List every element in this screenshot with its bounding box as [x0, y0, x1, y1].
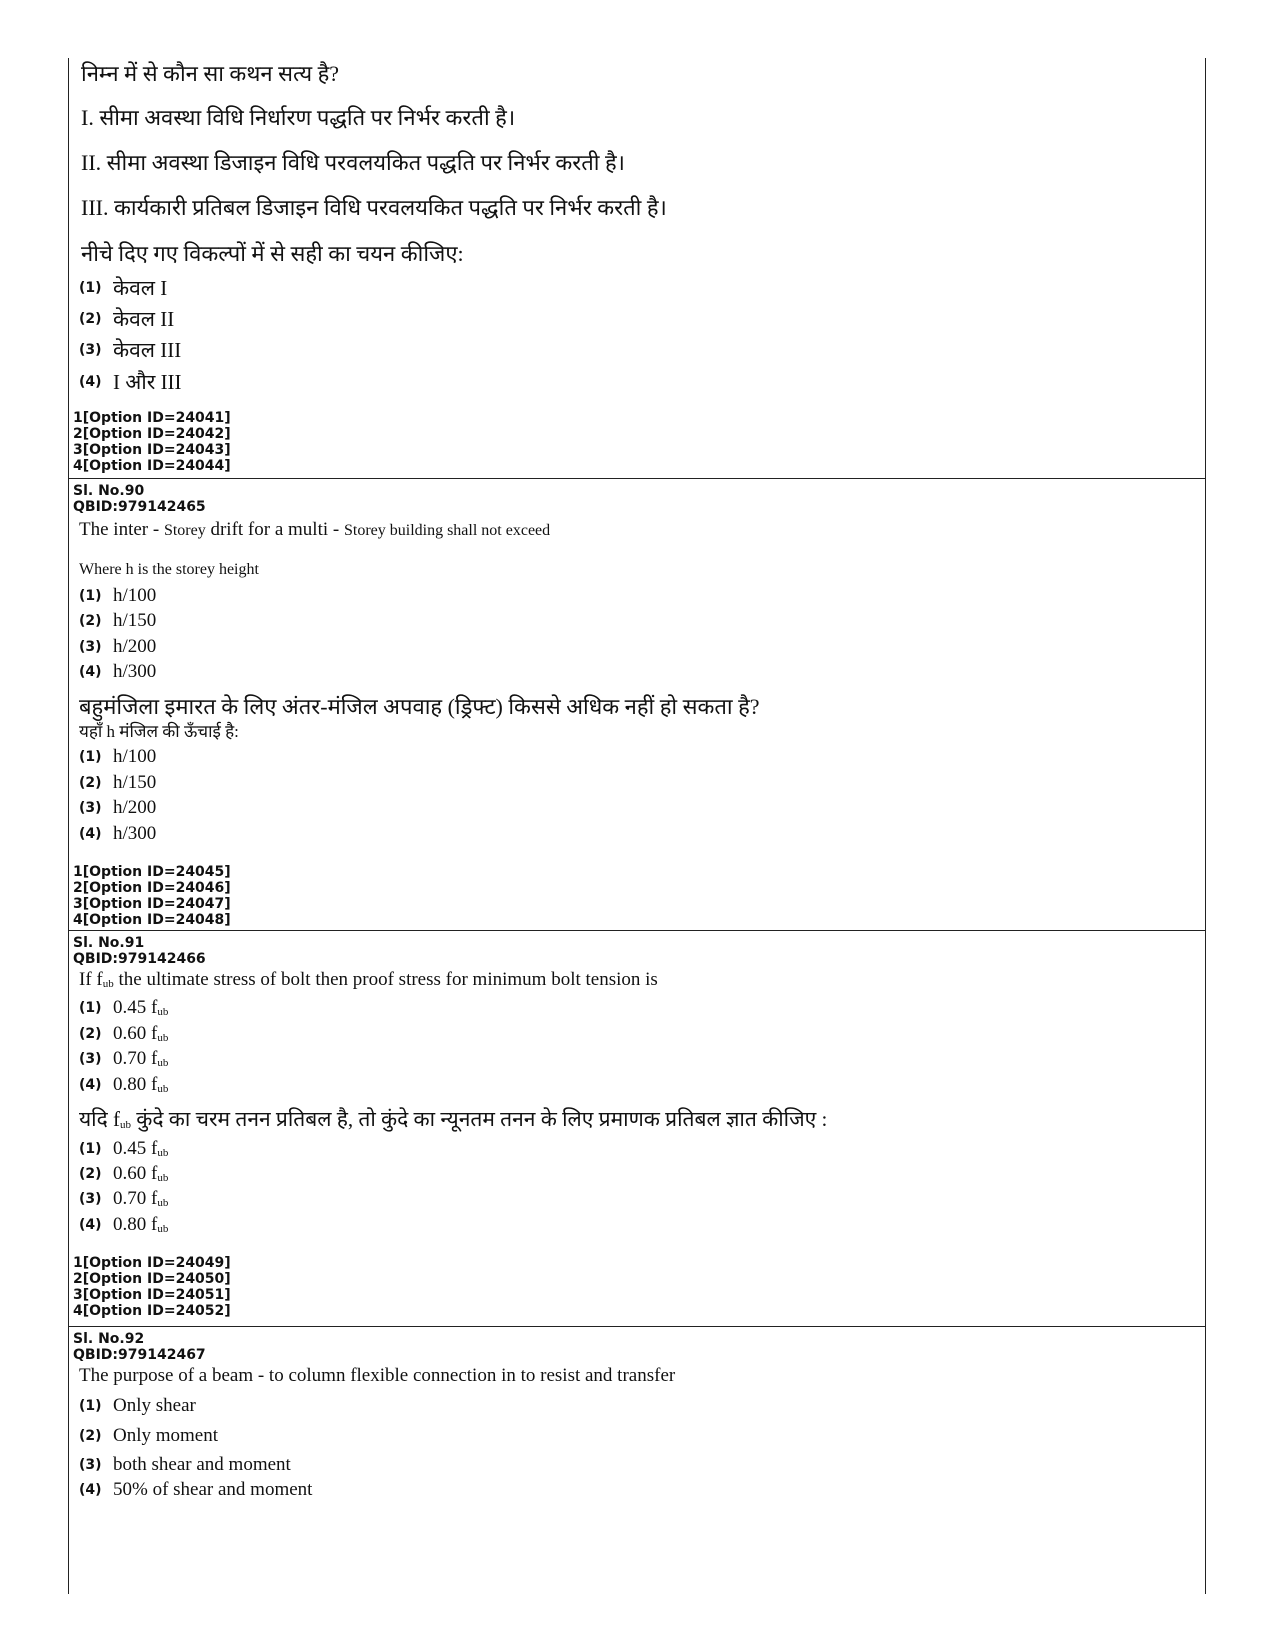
option-3: (3) h/200 [79, 636, 157, 657]
option-id: 3[Option ID=24051] [73, 1287, 231, 1303]
option-3: (3) केवल III [79, 338, 182, 362]
choose-instruction: नीचे दिए गए विकल्पों में से सही का चयन कीजिए: [81, 241, 464, 266]
question-header [73, 483, 206, 515]
question-header [73, 935, 206, 967]
option-id: 1[Option ID=24049] [73, 1255, 231, 1271]
option-2: (2) h/150 [79, 610, 157, 631]
hindi-question-text: बहुमंजिला इमारत के लिए अंतर-मंजिल अपवाह (ड्रिफ्ट) किससे अधिक नहीं हो सकता है? [79, 694, 760, 719]
option-2: (2) Only moment [79, 1425, 219, 1446]
option-1: (1) 0.45 $f_{ub}$ [79, 997, 169, 1018]
hindi-option-2: (2) h/150 [79, 772, 157, 793]
option-2: (2) 0.60 $f_{ub}$ [79, 1023, 169, 1044]
option-id: 2[Option ID=24042] [73, 426, 231, 442]
option-id: 3[Option ID=24043] [73, 442, 231, 458]
option-3: (3) both shear and moment [79, 1454, 291, 1475]
divider [69, 930, 1205, 931]
option-id: 2[Option ID=24046] [73, 880, 231, 896]
option-4: (4) I और III [79, 370, 182, 394]
hindi-option-3: (3) 0.70 $f_{ub}$ [79, 1188, 169, 1209]
hindi-option-3: (3) h/200 [79, 797, 157, 818]
question-header [73, 1331, 206, 1363]
qbid: QBID:979142465 [73, 499, 206, 515]
qbid: QBID:979142466 [73, 951, 206, 967]
option-4: (4) 0.80 $f_{ub}$ [79, 1074, 169, 1095]
statement-1: I. सीमा अवस्था विधि निर्धारण पद्धति पर निर्भर करती है। [81, 105, 516, 130]
hindi-question-text: यदि $f_{ub}$ कुंदे का चरम तनन प्रतिबल है, तो कुंदे का न्यूनतम तनन के लिए प्रमाणक प्रतिबल ज्ञात कीजिए : [79, 1107, 828, 1131]
qbid: QBID:979142467 [73, 1347, 206, 1363]
question-text: If $f_{ub}$ the ultimate stress of bolt then proof stress for minimum bolt tension is [79, 969, 658, 990]
question-note: Where h is the storey height [79, 561, 259, 578]
option-id-list [73, 864, 231, 928]
option-1: (1) Only shear [79, 1395, 196, 1416]
hindi-question-text: निम्न में से कौन सा कथन सत्य है? [81, 61, 340, 86]
option-id: 3[Option ID=24047] [73, 896, 231, 912]
divider [69, 478, 1205, 479]
option-1: (1) h/100 [79, 585, 157, 606]
option-id: 4[Option ID=24052] [73, 1303, 231, 1319]
hindi-option-1: (1) 0.45 $f_{ub}$ [79, 1138, 169, 1159]
option-1: (1) केवल I [79, 276, 168, 300]
option-id: 1[Option ID=24041] [73, 410, 231, 426]
statement-3: III. कार्यकारी प्रतिबल डिजाइन विधि परवलयकित पद्धति पर निर्भर करती है। [81, 195, 667, 220]
option-4: (4) 50% of shear and moment [79, 1479, 313, 1500]
hindi-option-1: (1) h/100 [79, 746, 157, 767]
hindi-question-note: यहाँ h मंजिल की ऊँचाई है: [79, 722, 239, 741]
hindi-option-2: (2) 0.60 $f_{ub}$ [79, 1163, 169, 1184]
option-id-list [73, 1255, 231, 1319]
option-id: 1[Option ID=24045] [73, 864, 231, 880]
option-id: 2[Option ID=24050] [73, 1271, 231, 1287]
divider [69, 1326, 1205, 1327]
serial-number: Sl. No.91 [73, 935, 145, 951]
option-4: (4) h/300 [79, 661, 157, 682]
question-text: The inter - Storey drift for a multi - Storey building shall not exceed [79, 519, 551, 540]
hindi-option-4: (4) h/300 [79, 823, 157, 844]
question-paper-page [68, 58, 1206, 1594]
serial-number: Sl. No.90 [73, 483, 145, 499]
serial-number: Sl. No.92 [73, 1331, 145, 1347]
question-text: The purpose of a beam - to column flexible connection in to resist and transfer [79, 1365, 676, 1386]
option-id: 4[Option ID=24044] [73, 458, 231, 474]
statement-2: II. सीमा अवस्था डिजाइन विधि परवलयकित पद्धति पर निर्भर करती है। [81, 150, 626, 175]
option-id: 4[Option ID=24048] [73, 912, 231, 928]
option-3: (3) 0.70 $f_{ub}$ [79, 1048, 169, 1069]
hindi-option-4: (4) 0.80 $f_{ub}$ [79, 1214, 169, 1235]
option-2: (2) केवल II [79, 307, 175, 331]
option-id-list [73, 410, 231, 474]
